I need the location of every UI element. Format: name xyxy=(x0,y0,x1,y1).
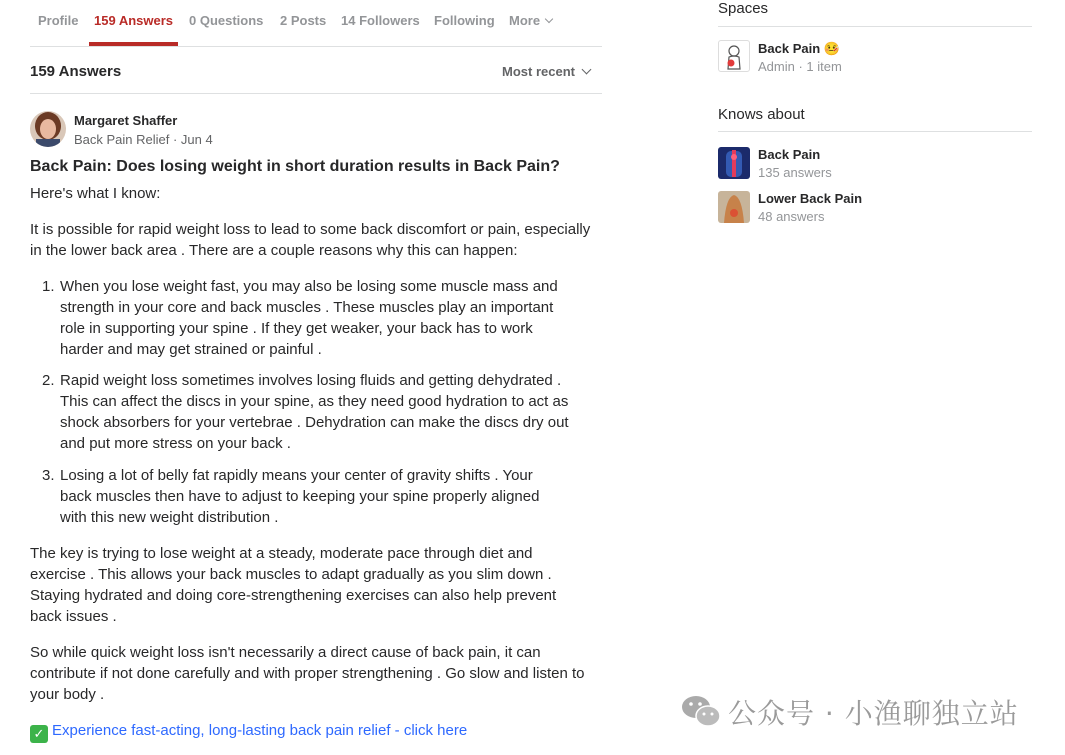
sick-face-emoji: 🤒 xyxy=(823,41,840,56)
lower-back-icon xyxy=(718,191,750,223)
spaces-title: Spaces xyxy=(718,0,769,17)
list-number: 2. xyxy=(42,372,55,389)
spine-icon xyxy=(718,147,750,179)
answers-count-title: 159 Answers xyxy=(30,63,122,80)
list-item: Rapid weight loss sometimes involves losing fluids and getting dehydrated . This can affect the discs in your spine, as they need good hydration to act as shock absorbers for your vertebrae . Dehydration can make the discs dry out and put more stress on your back . xyxy=(60,372,569,452)
check-mark-icon: ✓ xyxy=(30,725,48,743)
topic-name-back-pain[interactable]: Back Pain xyxy=(758,147,821,162)
chevron-down-icon xyxy=(545,15,553,23)
author-name[interactable]: Margaret Shaffer xyxy=(74,113,178,128)
tab-followers[interactable]: 14 Followers xyxy=(341,13,420,28)
knows-about-title: Knows about xyxy=(718,106,805,123)
list-item: When you lose weight fast, you may also be losing some muscle mass and strength in your core and back muscles . These muscles play an important role in supporting your spine . If they get weaker, your back has to work harder and may get strained or painful . xyxy=(60,278,558,358)
space-name[interactable] xyxy=(758,41,840,57)
tab-posts[interactable]: 2 Posts xyxy=(280,13,327,28)
tab-answers[interactable]: 159 Answers xyxy=(94,13,174,28)
topic-thumbnail-lower-back-pain[interactable] xyxy=(718,191,750,223)
wechat-icon xyxy=(680,693,722,729)
space-thumbnail[interactable] xyxy=(718,40,750,72)
answer-paragraph-1: It is possible for rapid weight loss to lead to some back discomfort or pain, especially in the lower back area . There are a couple reasons why this can happen: xyxy=(30,221,591,259)
tab-more[interactable] xyxy=(509,13,552,28)
space-meta: Admin · 1 item xyxy=(758,59,842,74)
list-number: 1. xyxy=(42,278,55,295)
answer-intro: Here's what I know: xyxy=(30,185,161,202)
answer-paragraph-3: So while quick weight loss isn't necessarily a direct cause of back pain, it can contribute if not done carefully and with proper strengthening . Go slow and listen to your body . xyxy=(30,644,585,703)
divider xyxy=(718,26,1032,27)
sort-label: Most recent xyxy=(502,64,575,79)
author-avatar[interactable] xyxy=(30,111,66,147)
answer-paragraph-2: The key is trying to lose weight at a steady, moderate pace through diet and exercise . This allows your back muscles to adapt gradually as you slim down . Staying hydrated and doing core-strengthening exercises can also help prevent back issues . xyxy=(30,545,557,625)
author-meta: Back Pain Relief · Jun 4 xyxy=(74,132,213,147)
tab-profile[interactable]: Profile xyxy=(38,13,79,28)
profile-tabs xyxy=(30,0,602,47)
tab-more-label: More xyxy=(509,13,541,28)
topic-thumbnail-back-pain[interactable] xyxy=(718,147,750,179)
relief-link[interactable] xyxy=(30,720,467,743)
divider xyxy=(718,131,1032,132)
active-tab-indicator xyxy=(89,42,178,46)
topic-answers-back-pain: 135 answers xyxy=(758,165,832,180)
topic-name-lower-back-pain[interactable]: Lower Back Pain xyxy=(758,191,863,206)
question-title[interactable]: Back Pain: Does losing weight in short duration results in Back Pain? xyxy=(30,158,560,175)
back-pain-space-icon xyxy=(719,41,749,71)
tab-questions[interactable]: 0 Questions xyxy=(189,13,264,28)
space-name-label: Back Pain xyxy=(758,41,821,56)
tab-following[interactable]: Following xyxy=(434,13,495,28)
relief-link-label: Experience fast-acting, long-lasting back pain relief - click here xyxy=(52,722,468,739)
chevron-down-icon xyxy=(582,65,592,75)
avatar-image xyxy=(30,111,66,147)
topic-answers-lower-back-pain: 48 answers xyxy=(758,209,825,224)
answers-header xyxy=(30,47,602,94)
list-number: 3. xyxy=(42,467,55,484)
wechat-watermark xyxy=(680,692,1019,732)
sort-dropdown[interactable] xyxy=(502,64,590,79)
watermark-text: 公众号 · 小渔聊独立站 xyxy=(728,697,1019,730)
list-item: Losing a lot of belly fat rapidly means your center of gravity shifts . Your back muscles then have to adjust to keeping your spine properly aligned with this new weight distribution . xyxy=(60,467,540,526)
